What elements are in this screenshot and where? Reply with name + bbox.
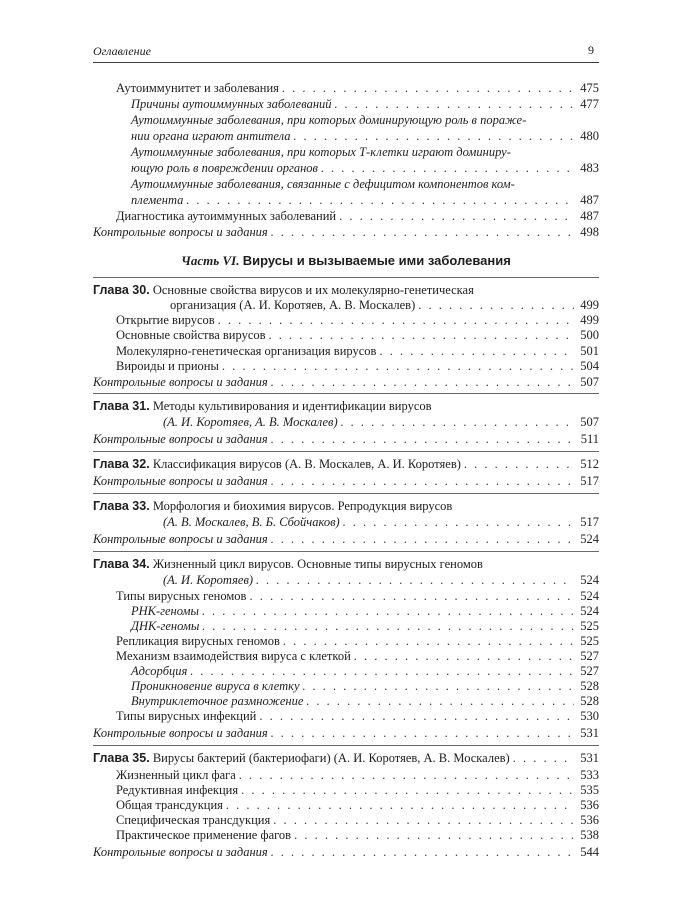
toc-entry[interactable]: Вироиды и прионы . . . 504 [116,359,599,374]
toc-page-ref: 511 [580,432,599,446]
chapter-label: Глава 30. [93,283,150,297]
toc-page-ref: 504 [580,359,599,373]
toc-page-ref: 525 [580,634,599,648]
toc-page-ref: 498 [580,225,599,239]
toc-page-ref: 530 [580,709,599,723]
toc-page-ref: 512 [580,457,599,471]
chapter-label: Глава 33. [93,499,150,513]
toc-entry[interactable]: Основные свойства вирусов . . . 500 [116,328,599,343]
chapter-heading[interactable] [93,557,483,572]
toc-entry[interactable]: Специфическая трансдукция . . . 536 [116,813,599,828]
chapter-heading[interactable] [93,283,474,298]
toc-page-ref: 528 [580,694,599,708]
toc-entry[interactable]: Контрольные вопросы и задания . . . 507 [93,375,599,390]
chapter-divider [93,493,599,494]
toc-page-ref: 477 [580,97,599,111]
toc-entry[interactable]: Типы вирусных геномов . . . 524 [116,589,599,604]
toc-entry-title[interactable]: Аутоиммунные заболевания, при которых Т-клетки играют доминиру- [131,145,511,159]
toc-entry[interactable]: РНК-геномы . . . 524 [131,604,599,619]
chapter-title: Методы культивирования и идентификации вирусов [152,399,432,413]
toc-page-ref: 535 [580,783,599,797]
toc-entry[interactable]: Адсорбция . . . 527 [131,664,599,679]
chapter-divider [93,745,599,746]
toc-entry-title[interactable]: Аутоиммунные заболевания, при которых доминирующую роль в пораже- [131,113,527,127]
toc-page-ref: 517 [580,515,599,529]
toc-entry[interactable]: (А. В. Москалев, В. Б. Сбойчаков) . . . 517 [163,515,599,530]
chapter-divider [93,393,599,394]
toc-page-ref: 501 [580,344,599,358]
toc-page-ref: 531 [580,751,599,765]
chapter-heading[interactable] [93,399,432,414]
toc-entry[interactable]: Внутриклеточное размножение . . . 528 [131,694,599,709]
toc-entry[interactable]: (А. И. Коротяев, А. В. Москалев) . . . 507 [163,415,599,430]
toc-page-ref: 499 [580,313,599,327]
toc-page-ref: 524 [580,604,599,618]
toc-entry[interactable]: Причины аутоиммунных заболеваний . . . 477 [131,97,599,112]
toc-page-ref: 507 [580,375,599,389]
page-number: 9 [588,43,594,57]
toc-page-ref: 480 [580,129,599,143]
toc-entry[interactable]: Контрольные вопросы и задания . . . 498 [93,225,599,240]
toc-entry[interactable]: Механизм взаимодействия вируса с клеткой . . . 527 [116,649,599,664]
toc-entry[interactable]: Репликация вирусных геномов . . . 525 [116,634,599,649]
toc-page-ref: 544 [580,845,599,859]
chapter-heading[interactable] [93,751,599,766]
chapter-heading[interactable] [93,457,599,472]
toc-page-ref: 536 [580,813,599,827]
toc-entry[interactable]: Контрольные вопросы и задания . . . 517 [93,474,599,489]
toc-page-ref: 524 [580,589,599,603]
toc-page-ref: 525 [580,619,599,633]
chapter-title: Морфология и биохимия вирусов. Репродукция вирусов [152,499,453,513]
chapter-title: Жизненный цикл вирусов. Основные типы вирусных геномов [152,557,483,571]
toc-page-ref: 527 [580,649,599,663]
toc-entry[interactable]: (А. И. Коротяев) . . . 524 [163,573,599,588]
toc-entry[interactable]: Жизненный цикл фага . . . 533 [116,768,599,783]
toc-entry[interactable]: Молекулярно-генетическая организация вирусов . . . 501 [116,344,599,359]
chapter-title: Классификация вирусов (А. В. Москалев, А. И. Коротяев) [152,457,461,471]
toc-page-ref: 533 [580,768,599,782]
toc-page-ref: 531 [580,726,599,740]
chapter-heading[interactable] [93,499,452,514]
chapter-divider [93,551,599,552]
toc-page-ref: 524 [580,573,599,587]
chapter-title: Основные свойства вирусов и их молекулярно-генетическая [152,283,474,297]
part-heading[interactable] [93,253,599,268]
chapter-label: Глава 34. [93,557,150,571]
toc-entry[interactable]: Типы вирусных инфекций . . . 530 [116,709,599,724]
toc-entry[interactable]: ющую роль в повреждении органов . . . 483 [131,161,599,176]
toc-entry[interactable]: Контрольные вопросы и задания . . . 544 [93,845,599,860]
toc-page-ref: 538 [580,828,599,842]
toc-entry[interactable]: Редуктивная инфекция . . . 535 [116,783,599,798]
toc-entry[interactable]: Общая трансдукция . . . 536 [116,798,599,813]
toc-entry[interactable]: Открытие вирусов . . . 499 [116,313,599,328]
part-title: Вирусы и вызываемые ими заболевания [242,253,511,268]
toc-entry[interactable]: нии органа играют антитела . . . 480 [131,129,599,144]
toc-entry[interactable]: ДНК-геномы . . . 525 [131,619,599,634]
chapter-label: Глава 31. [93,399,150,413]
toc-entry[interactable]: Диагностика аутоиммунных заболеваний . . . 487 [116,209,599,224]
toc-page-ref: 475 [580,81,599,95]
header-rule [93,62,599,63]
toc-page-ref: 487 [580,209,599,223]
toc-entry[interactable]: племента . . . 487 [131,193,599,208]
toc-entry[interactable]: организация (А. И. Коротяев, А. В. Москалев) . . . 499 [170,298,599,313]
chapter-divider [93,277,599,278]
toc-entry-title[interactable]: Аутоиммунные заболевания, связанные с дефицитом компонентов ком- [131,177,515,191]
toc-page-ref: 517 [580,474,599,488]
running-title: Оглавление [93,44,151,58]
toc-page-ref: 487 [580,193,599,207]
toc-page-ref: 536 [580,798,599,812]
toc-entry[interactable]: Контрольные вопросы и задания . . . 531 [93,726,599,741]
toc-page-ref: 528 [580,679,599,693]
toc-entry[interactable]: Контрольные вопросы и задания . . . 524 [93,532,599,547]
chapter-label: Глава 32. [93,457,150,471]
chapter-label: Глава 35. [93,751,150,765]
toc-page-ref: 527 [580,664,599,678]
toc-page-ref: 507 [580,415,599,429]
toc-page-ref: 499 [580,298,599,312]
toc-page-ref: 500 [580,328,599,342]
toc-entry[interactable]: Практическое применение фагов . . . 538 [116,828,599,843]
toc-entry[interactable]: Проникновение вируса в клетку . . . 528 [131,679,599,694]
part-label: Часть VI. [181,253,240,268]
chapter-divider [93,451,599,452]
toc-entry[interactable]: Аутоиммунитет и заболевания . . . 475 [116,81,599,96]
toc-page-ref: 524 [580,532,599,546]
toc-entry[interactable]: Контрольные вопросы и задания . . . 511 [93,432,599,447]
chapter-title: Вирусы бактерий (бактериофаги) (А. И. Коротяев, А. В. Москалев) [152,751,510,765]
toc-page-ref: 483 [580,161,599,175]
